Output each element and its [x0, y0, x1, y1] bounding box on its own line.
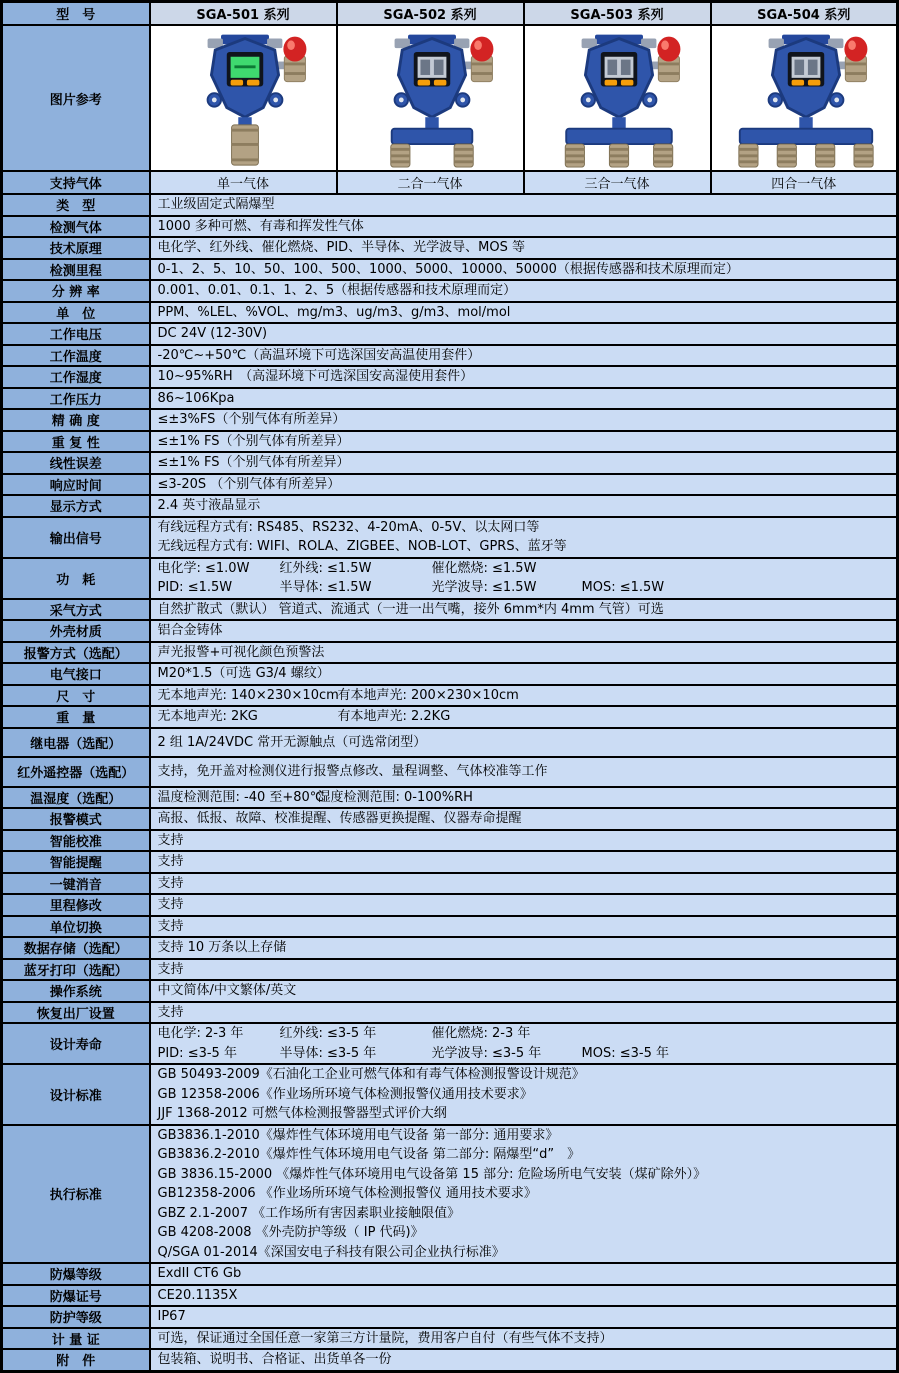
row-label: 检测里程: [2, 259, 150, 281]
spec-value-line: GB 4208-2008 《外壳防护等级（ IP 代码)》: [157, 1225, 424, 1240]
spec-row: [2, 894, 898, 916]
spec-row: [2, 558, 898, 599]
spec-value-segment: 电化学: 2-3 年: [157, 1026, 244, 1041]
spec-value-line: 支持 10 万条以上存储: [157, 940, 287, 955]
spec-value-segment: 红外线: ≤3-5 年: [279, 1026, 377, 1041]
device-image: [150, 25, 337, 171]
spec-value-line: PPM、%LEL、%VOL、mg/m3、ug/m3、g/m3、mol/mol: [157, 304, 511, 320]
gas-type-cell: 单一气体: [150, 171, 337, 194]
row-label: 温湿度（选配）: [2, 787, 150, 809]
spec-value: [150, 237, 898, 259]
spec-value-line: [158, 559, 890, 579]
spec-value: [150, 302, 898, 324]
row-label: 输出信号: [2, 517, 150, 558]
spec-value: [150, 194, 898, 216]
spec-value: [150, 1002, 898, 1024]
spec-row: [2, 452, 898, 474]
spec-row: [2, 706, 898, 728]
detector-illustration: [525, 27, 711, 169]
spec-value-line: 2.4 英寸液晶显示: [157, 498, 261, 513]
spec-value-line: 无线远程方式有: WIFI、ROLA、ZIGBEE、NOB-LOT、GPRS、蓝牙等: [157, 539, 567, 554]
row-label-image: 图片参考: [2, 25, 150, 171]
spec-row: [2, 980, 898, 1002]
row-label: 执行标准: [2, 1125, 150, 1264]
spec-value: [150, 599, 898, 621]
spec-value-line: 支持: [157, 918, 184, 934]
spec-value: [150, 323, 898, 345]
row-label: 外壳材质: [2, 620, 150, 642]
spec-row: [2, 787, 898, 809]
row-label: 附 件: [2, 1349, 150, 1371]
spec-value-line: GB 50493-2009《石油化工企业可燃气体和有毒气体检测报警设计规范》: [157, 1067, 585, 1082]
spec-value: [150, 388, 898, 410]
spec-value-segment: 催化燃烧: 2-3 年: [431, 1026, 531, 1041]
spec-row: [2, 642, 898, 664]
spec-row: [2, 873, 898, 895]
spec-row: [2, 959, 898, 981]
spec-value-line: 中文简体/中文繁体/英文: [157, 983, 297, 998]
row-label: 设计标准: [2, 1064, 150, 1125]
spec-value-segment: MOS: ≤1.5W: [581, 580, 665, 595]
spec-value-line: GB 3836.15-2000 《爆炸性气体环境用电气设备第 15 部分: 危险场所电气安装（煤矿除外）》: [157, 1166, 707, 1182]
row-label: 线性误差: [2, 452, 150, 474]
detector-illustration: [712, 27, 898, 169]
spec-row: [2, 620, 898, 642]
spec-row: [2, 409, 898, 431]
spec-value: [150, 1285, 898, 1307]
spec-value-line: [158, 578, 890, 598]
spec-value-line: IP67: [157, 1309, 186, 1324]
spec-value-line: 支持: [157, 832, 184, 848]
spec-value: [150, 873, 898, 895]
spec-row: [2, 474, 898, 496]
spec-value-line: 86~106Kpa: [157, 390, 235, 406]
spec-value: [150, 558, 898, 599]
spec-value-line: 支持: [157, 875, 184, 891]
spec-value-line: ExdII CT6 Gb: [157, 1266, 242, 1281]
spec-value-line: GB 12358-2006《作业场所环境气体检测报警仪通用技术要求》: [157, 1086, 533, 1102]
row-label: 重 复 性: [2, 431, 150, 453]
spec-row: [2, 216, 898, 238]
image-reference-row: [2, 25, 898, 171]
spec-value: [150, 916, 898, 938]
spec-row: [2, 1125, 898, 1264]
spec-row: [2, 366, 898, 388]
spec-value: [150, 685, 898, 707]
spec-value: [150, 851, 898, 873]
row-label: 电气接口: [2, 663, 150, 685]
spec-value: [150, 787, 898, 809]
row-label: 防爆等级: [2, 1263, 150, 1285]
spec-value: [150, 366, 898, 388]
spec-value: [150, 431, 898, 453]
spec-value-line: GB12358-2006 《作业场所环境气体检测报警仪 通用技术要求》: [157, 1186, 537, 1201]
spec-value-line: 支持: [157, 854, 184, 869]
spec-value-segment: 红外线: ≤1.5W: [279, 560, 372, 576]
spec-value-line: M20*1.5（可选 G3/4 螺纹）: [157, 666, 330, 681]
spec-value: [150, 728, 898, 758]
detector-illustration: [338, 27, 524, 169]
spec-table-body: [2, 2, 898, 1372]
row-label: 红外遥控器（选配）: [2, 757, 150, 787]
spec-value: [150, 620, 898, 642]
row-label: 工作温度: [2, 345, 150, 367]
spec-value-line: ≤±1% FS（个别气体有所差异）: [157, 433, 350, 449]
spec-value-segment: PID: ≤1.5W: [157, 580, 233, 595]
spec-row: [2, 937, 898, 959]
spec-value: [150, 259, 898, 281]
device-image: [711, 25, 898, 171]
spec-value: [150, 1023, 898, 1064]
spec-value: [150, 1125, 898, 1264]
row-label: 智能校准: [2, 830, 150, 852]
spec-row: [2, 1023, 898, 1064]
spec-value: [150, 894, 898, 916]
spec-value-segment: 有本地声光: 200×230×10cm: [337, 687, 519, 703]
row-label: 功 耗: [2, 558, 150, 599]
spec-value-line: 0-1、2、5、10、50、100、500、1000、5000、10000、50000（根据传感器和技术原理而定）: [157, 261, 739, 277]
spec-value-line: GB3836.1-2010《爆炸性气体环境用电气设备 第一部分: 通用要求》: [157, 1127, 559, 1143]
spec-value-line: ≤±3%FS（个别气体有所差异）: [157, 412, 346, 427]
model-name-cell: SGA-504 系列: [711, 2, 898, 26]
spec-value-line: [158, 1044, 890, 1064]
spec-value-segment: 半导体: ≤1.5W: [279, 580, 372, 595]
row-label: 显示方式: [2, 495, 150, 517]
spec-value: [150, 980, 898, 1002]
row-label: 里程修改: [2, 894, 150, 916]
row-label: 数据存储（选配）: [2, 937, 150, 959]
spec-value-segment: 无本地声光: 140×230×10cm: [157, 687, 339, 703]
spec-value-line: 有线远程方式有: RS485、RS232、4-20mA、0-5V、以太网口等: [157, 519, 540, 535]
row-label: 采气方式: [2, 599, 150, 621]
row-label: 计 量 证: [2, 1328, 150, 1350]
spec-value-line: [158, 707, 890, 727]
gas-type-cell: 二合一气体: [337, 171, 524, 194]
spec-row: [2, 1263, 898, 1285]
spec-value: [150, 830, 898, 852]
row-label: 防护等级: [2, 1306, 150, 1328]
spec-value-line: GB3836.2-2010《爆炸性气体环境用电气设备 第二部分: 隔爆型“d” 》: [157, 1147, 581, 1162]
spec-value-line: 2 组 1A/24VDC 常开无源触点（可选常闭型）: [157, 734, 427, 750]
spec-value-line: 支持: [157, 1004, 184, 1020]
spec-row: [2, 194, 898, 216]
spec-row: [2, 830, 898, 852]
spec-value-line: ≤±1% FS（个别气体有所差异）: [157, 455, 350, 470]
spec-value: [150, 937, 898, 959]
spec-row: [2, 495, 898, 517]
spec-row: [2, 388, 898, 410]
model-name-cell: SGA-503 系列: [524, 2, 711, 26]
spec-value-segment: 催化燃烧: ≤1.5W: [431, 560, 537, 576]
spec-value-line: 包装箱、说明书、合格证、出货单各一份: [157, 1352, 392, 1367]
spec-value-line: ≤3-20S （个别气体有所差异）: [157, 476, 341, 492]
spec-value: [150, 706, 898, 728]
spec-value-segment: 半导体: ≤3-5 年: [279, 1045, 377, 1061]
spec-value-segment: 无本地声光: 2KG: [157, 709, 258, 724]
spec-row: [2, 431, 898, 453]
spec-value: [150, 663, 898, 685]
spec-value: [150, 216, 898, 238]
spec-row: [2, 237, 898, 259]
spec-row: [2, 851, 898, 873]
spec-value: [150, 642, 898, 664]
spec-row: [2, 1328, 898, 1350]
spec-row: [2, 280, 898, 302]
spec-value-line: 0.001、0.01、0.1、1、2、5（根据传感器和技术原理而定）: [157, 283, 517, 298]
spec-value-line: 电化学、红外线、催化燃烧、PID、半导体、光学波导、MOS 等: [157, 240, 526, 255]
device-image: [337, 25, 524, 171]
spec-value: [150, 495, 898, 517]
spec-value-segment: PID: ≤3-5 年: [157, 1045, 237, 1061]
row-label: 技术原理: [2, 237, 150, 259]
spec-value: [150, 1306, 898, 1328]
row-label: 类 型: [2, 194, 150, 216]
row-label: 报警模式: [2, 808, 150, 830]
spec-value: [150, 757, 898, 787]
spec-row: [2, 685, 898, 707]
spec-value-segment: 光学波导: ≤3-5 年: [431, 1045, 542, 1061]
spec-row: [2, 728, 898, 758]
row-label: 响应时间: [2, 474, 150, 496]
model-name-cell: SGA-502 系列: [337, 2, 524, 26]
spec-value-segment: 温度检测范围: -40 至+80℃: [157, 789, 325, 805]
spec-value-line: -20℃~+50℃（高温环境下可选深国安高温使用套件）: [157, 347, 481, 363]
row-label: 工作压力: [2, 388, 150, 410]
spec-value: [150, 345, 898, 367]
spec-value: [150, 1349, 898, 1371]
row-label: 重 量: [2, 706, 150, 728]
spec-row: [2, 663, 898, 685]
spec-value-line: 10~95%RH （高湿环境下可选深国安高湿使用套件）: [157, 369, 474, 384]
spec-row: [2, 808, 898, 830]
spec-value: [150, 1328, 898, 1350]
row-label: 分 辨 率: [2, 280, 150, 302]
spec-value-line: [158, 1024, 890, 1044]
spec-value-line: 可选，保证通过全国任意一家第三方计量院，费用客户自付（有些气体不支持）: [157, 1330, 613, 1346]
spec-value-line: JJF 1368-2012 可燃气体检测报警器型式评价大纲: [157, 1106, 447, 1121]
spec-value: [150, 808, 898, 830]
spec-row: [2, 1306, 898, 1328]
spec-value: [150, 517, 898, 558]
spec-value-line: 自然扩散式（默认） 管道式、流通式（一进一出气嘴，接外 6mm*内 4mm 气管）可选: [157, 601, 664, 617]
spec-value-line: 铝合金铸体: [157, 623, 223, 638]
spec-row: [2, 757, 898, 787]
supported-gas-row: [2, 171, 898, 194]
row-label-model: 型 号: [2, 2, 150, 26]
spec-value-line: 支持: [157, 897, 184, 912]
spec-row: [2, 916, 898, 938]
spec-value-line: 声光报警+可视化颜色预警法: [157, 644, 325, 660]
spec-value: [150, 280, 898, 302]
detector-illustration: [151, 27, 337, 169]
spec-value-segment: 湿度检测范围: 0-100%RH: [317, 789, 473, 805]
spec-value-segment: 电化学: ≤1.0W: [157, 560, 250, 576]
spec-value-line: 1000 多种可燃、有毒和挥发性气体: [157, 218, 364, 234]
spec-row: [2, 1349, 898, 1371]
row-label: 防爆证号: [2, 1285, 150, 1307]
spec-row: [2, 1285, 898, 1307]
spec-value-line: GBZ 2.1-2007 《工作场所有害因素职业接触限值》: [157, 1205, 461, 1221]
row-label: 智能提醒: [2, 851, 150, 873]
row-label: 单位切换: [2, 916, 150, 938]
row-label: 工作湿度: [2, 366, 150, 388]
spec-value-segment: 光学波导: ≤1.5W: [431, 580, 537, 595]
model-header-row: [2, 2, 898, 26]
spec-value-segment: 有本地声光: 2.2KG: [337, 709, 451, 724]
spec-value-line: 高报、低报、故障、校准提醒、传感器更换提醒、仪器寿命提醒: [157, 811, 522, 826]
spec-value-line: Q/SGA 01-2014《深国安电子科技有限公司企业执行标准》: [157, 1244, 505, 1260]
spec-value: [150, 452, 898, 474]
row-label: 操作系统: [2, 980, 150, 1002]
row-label: 精 确 度: [2, 409, 150, 431]
device-image: [524, 25, 711, 171]
row-label: 单 位: [2, 302, 150, 324]
spec-row: [2, 345, 898, 367]
spec-row: [2, 599, 898, 621]
row-label: 继电器（选配）: [2, 728, 150, 758]
spec-value-line: 工业级固定式隔爆型: [157, 197, 275, 212]
spec-row: [2, 1002, 898, 1024]
row-label: 一键消音: [2, 873, 150, 895]
spec-value: [150, 409, 898, 431]
row-label-gas: 支持气体: [2, 171, 150, 194]
spec-value-line: DC 24V (12-30V): [157, 326, 268, 341]
spec-value: [150, 959, 898, 981]
row-label: 工作电压: [2, 323, 150, 345]
spec-row: [2, 1064, 898, 1125]
spec-value: [150, 1064, 898, 1125]
spec-value: [150, 474, 898, 496]
row-label: 蓝牙打印（选配）: [2, 959, 150, 981]
gas-type-cell: 三合一气体: [524, 171, 711, 194]
row-label: 尺 寸: [2, 685, 150, 707]
spec-value: [150, 1263, 898, 1285]
spec-row: [2, 302, 898, 324]
spec-row: [2, 259, 898, 281]
spec-value-line: 支持，免开盖对检测仪进行报警点修改、量程调整、气体校准等工作: [157, 764, 548, 779]
spec-value-segment: MOS: ≤3-5 年: [581, 1045, 669, 1061]
spec-value-line: CE20.1135X: [157, 1287, 238, 1303]
row-label: 恢复出厂设置: [2, 1002, 150, 1024]
spec-value-line: [158, 788, 890, 808]
spec-row: [2, 323, 898, 345]
spec-value-line: [158, 686, 890, 706]
row-label: 检测气体: [2, 216, 150, 238]
spec-row: [2, 517, 898, 558]
model-name-cell: SGA-501 系列: [150, 2, 337, 26]
gas-type-cell: 四合一气体: [711, 171, 898, 194]
row-label: 报警方式（选配）: [2, 642, 150, 664]
row-label: 设计寿命: [2, 1023, 150, 1064]
spec-value-line: 支持: [157, 961, 184, 977]
